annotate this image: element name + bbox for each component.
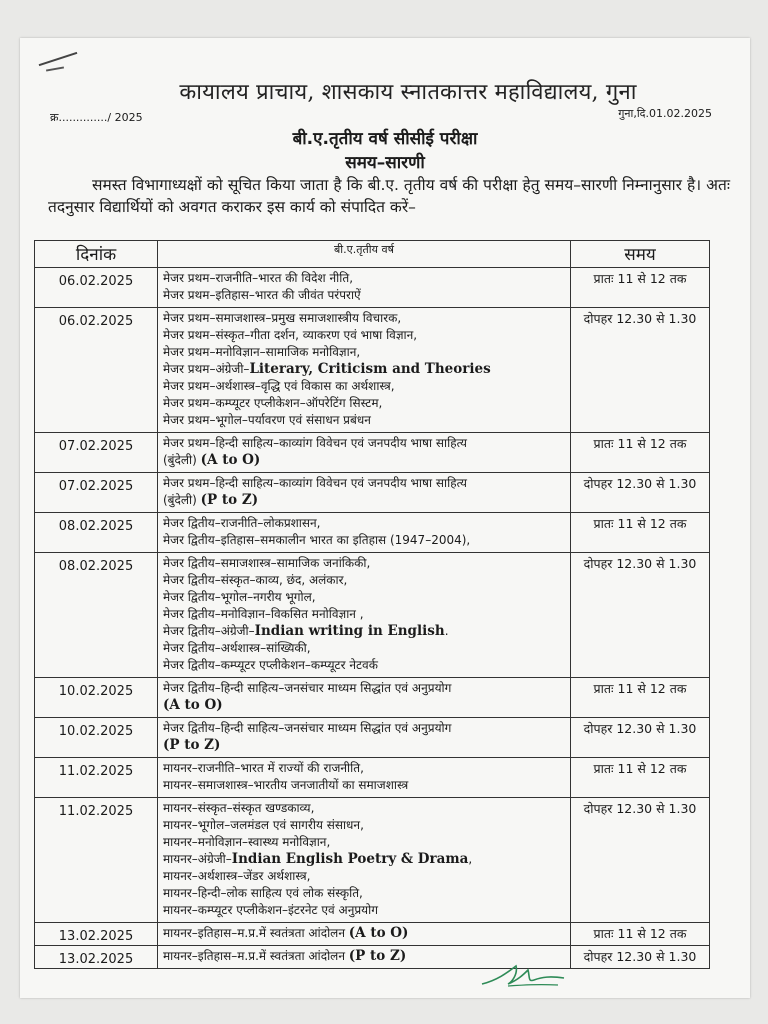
row-time: प्रातः 11 से 12 तक <box>571 268 710 308</box>
subject-line: मायनर–भूगोल–जलमंडल एवं सागरीय संसाधन, <box>163 818 364 832</box>
subject-line: मेजर द्वितीय–अर्थशास्त्र–सांख्यिकी, <box>163 641 311 655</box>
table-row <box>35 946 710 969</box>
row-date: 08.02.2025 <box>35 553 158 678</box>
table-row <box>35 798 710 923</box>
schedule-title: समय–सारणी <box>345 153 425 173</box>
notice-paragraph: समस्त विभागाध्यक्षों को सूचित किया जाता है कि बी.ए. तृतीय वर्ष की परीक्षा हेतु समय–सारणी निम्नानुसार है। अतः तदनुसार विद्यार्थियों को अवगत कराकर इस कार्य को संपादित करें– <box>48 176 730 216</box>
pen-mark <box>39 52 78 66</box>
subject-line: मायनर–अंग्रेजी–Indian English Poetry & Drama, <box>163 851 473 867</box>
row-subjects <box>158 798 571 923</box>
table-row <box>35 473 710 513</box>
header-time: समय <box>571 241 710 268</box>
row-date: 06.02.2025 <box>35 268 158 308</box>
subject-line: मेजर द्वितीय–मनोविज्ञान–विकसित मनोविज्ञान , <box>163 607 364 621</box>
office-heading: कायालय प्राचाय, शासकाय स्नातकात्तर महाविद्यालय, गुना <box>179 80 637 105</box>
subject-line: मायनर–मनोविज्ञान–स्वास्थ्य मनोविज्ञान, <box>163 835 331 849</box>
subject-line: मेजर प्रथम–अर्थशास्त्र–वृद्धि एवं विकास का अर्थशास्त्र, <box>163 379 395 393</box>
subject-line: मायनर–समाजशास्त्र–भारतीय जनजातीयों का समाजशास्त्र <box>163 778 409 792</box>
subject-line: मेजर प्रथम–भूगोल–पर्यावरण एवं संसाधन प्रबंधन <box>163 413 371 427</box>
subject-line: मेजर प्रथम–समाजशास्त्र–प्रमुख समाजशास्त्रीय विचारक, <box>163 311 402 325</box>
row-date: 11.02.2025 <box>35 798 158 923</box>
row-subjects <box>158 308 571 433</box>
row-subjects <box>158 718 571 758</box>
row-date: 07.02.2025 <box>35 473 158 513</box>
subject-line: (P to Z) <box>163 737 221 753</box>
row-subjects <box>158 678 571 718</box>
row-subjects <box>158 923 571 946</box>
row-date: 06.02.2025 <box>35 308 158 433</box>
signature <box>478 960 568 990</box>
table-header-row <box>35 241 710 268</box>
header-date: दिनांक <box>35 241 158 268</box>
subject-line: मेजर प्रथम–इतिहास–भारत की जीवंत परंपराऐं <box>163 288 361 302</box>
table-row <box>35 308 710 433</box>
subject-line: मेजर द्वितीय–अंग्रेजी–Indian writing in English. <box>163 623 449 639</box>
row-time: दोपहर 12.30 से 1.30 <box>571 798 710 923</box>
table-row <box>35 433 710 473</box>
row-date: 13.02.2025 <box>35 946 158 969</box>
row-date: 07.02.2025 <box>35 433 158 473</box>
subject-line: मेजर द्वितीय–हिन्दी साहित्य–जनसंचार माध्यम सिद्धांत एवं अनुप्रयोग <box>163 681 452 695</box>
subject-line: मायनर–राजनीति–भारत में राज्यों की राजनीति, <box>163 761 364 775</box>
row-date: 10.02.2025 <box>35 678 158 718</box>
subject-line: मायनर–कम्प्यूटर एप्लीकेशन–इंटरनेट एवं अनुप्रयोग <box>163 903 379 917</box>
row-time: दोपहर 12.30 से 1.30 <box>571 946 710 969</box>
subject-line: मेजर द्वितीय–संस्कृत–काव्य, छंद, अलंकार, <box>163 573 348 587</box>
timetable <box>34 240 710 969</box>
table-row <box>35 553 710 678</box>
subject-line: मेजर प्रथम–संस्कृत–गीता दर्शन, व्याकरण एवं भाषा विज्ञान, <box>163 328 418 342</box>
subject-line: मेजर द्वितीय–कम्प्यूटर एप्लीकेशन–कम्प्यूटर नेटवर्क <box>163 658 378 672</box>
subject-line: (A to O) <box>163 697 223 713</box>
issue-date: गुना,दि.01.02.2025 <box>618 107 712 120</box>
header-subject: बी.ए.तृतीय वर्ष <box>158 241 571 268</box>
row-time: प्रातः 11 से 12 तक <box>571 923 710 946</box>
subject-line: मेजर प्रथम–कम्प्यूटर एप्लीकेशन–ऑपरेटिंग सिस्टम, <box>163 396 383 410</box>
table-row <box>35 758 710 798</box>
subject-line: मेजर द्वितीय–इतिहास–समकालीन भारत का इतिहास (1947–2004), <box>163 533 471 547</box>
table-row <box>35 923 710 946</box>
subject-line: मेजर प्रथम–अंग्रेजी–Literary, Criticism and Theories <box>163 361 491 377</box>
table-row <box>35 513 710 553</box>
row-subjects <box>158 268 571 308</box>
subject-line: मायनर–इतिहास–म.प्र.में स्वतंत्रता आंदोलन (P to Z) <box>163 948 407 964</box>
table-row <box>35 678 710 718</box>
exam-title: बी.ए.तृतीय वर्ष सीसीई परीक्षा <box>292 129 478 149</box>
table-row <box>35 268 710 308</box>
document-page <box>20 38 750 998</box>
row-date: 10.02.2025 <box>35 718 158 758</box>
row-time: प्रातः 11 से 12 तक <box>571 758 710 798</box>
row-subjects <box>158 473 571 513</box>
row-time: प्रातः 11 से 12 तक <box>571 513 710 553</box>
subject-line: मेजर द्वितीय–हिन्दी साहित्य–जनसंचार माध्यम सिद्धांत एवं अनुप्रयोग <box>163 721 452 735</box>
row-subjects <box>158 758 571 798</box>
row-time: प्रातः 11 से 12 तक <box>571 678 710 718</box>
row-date: 11.02.2025 <box>35 758 158 798</box>
row-time: दोपहर 12.30 से 1.30 <box>571 553 710 678</box>
row-date: 08.02.2025 <box>35 513 158 553</box>
subject-line: (बुंदेली) (P to Z) <box>163 492 259 508</box>
row-subjects <box>158 433 571 473</box>
row-time: दोपहर 12.30 से 1.30 <box>571 308 710 433</box>
subject-line: मायनर–संस्कृत–संस्कृत खण्डकाव्य, <box>163 801 315 815</box>
subject-line: मेजर प्रथम–मनोविज्ञान–सामाजिक मनोविज्ञान, <box>163 345 361 359</box>
subject-line: मेजर द्वितीय–राजनीति–लोकप्रशासन, <box>163 516 321 530</box>
subject-line: मेजर द्वितीय–समाजशास्त्र–सामाजिक जनांकिकी, <box>163 556 371 570</box>
reference-number: क्र............../ 2025 <box>50 111 143 124</box>
subject-line: मायनर–हिन्दी–लोक साहित्य एवं लोक संस्कृति, <box>163 886 363 900</box>
subject-line: मेजर प्रथम–राजनीति–भारत की विदेश नीति, <box>163 271 354 285</box>
row-date: 13.02.2025 <box>35 923 158 946</box>
row-time: दोपहर 12.30 से 1.30 <box>571 473 710 513</box>
timetable-body <box>35 268 710 969</box>
row-time: प्रातः 11 से 12 तक <box>571 433 710 473</box>
pen-mark <box>46 66 64 71</box>
subject-line: मायनर–इतिहास–म.प्र.में स्वतंत्रता आंदोलन (A to O) <box>163 925 409 941</box>
subject-line: मेजर द्वितीय–भूगोल–नगरीय भूगोल, <box>163 590 316 604</box>
table-row <box>35 718 710 758</box>
subject-line: मेजर प्रथम–हिन्दी साहित्य–काव्यांग विवेचन एवं जनपदीय भाषा साहित्य <box>163 436 468 450</box>
subject-line: (बुंदेली) (A to O) <box>163 452 261 468</box>
row-subjects <box>158 553 571 678</box>
subject-line: मेजर प्रथम–हिन्दी साहित्य–काव्यांग विवेचन एवं जनपदीय भाषा साहित्य <box>163 476 468 490</box>
row-time: दोपहर 12.30 से 1.30 <box>571 718 710 758</box>
row-subjects <box>158 513 571 553</box>
subject-line: मायनर–अर्थशास्त्र–जेंडर अर्थशास्त्र, <box>163 869 311 883</box>
